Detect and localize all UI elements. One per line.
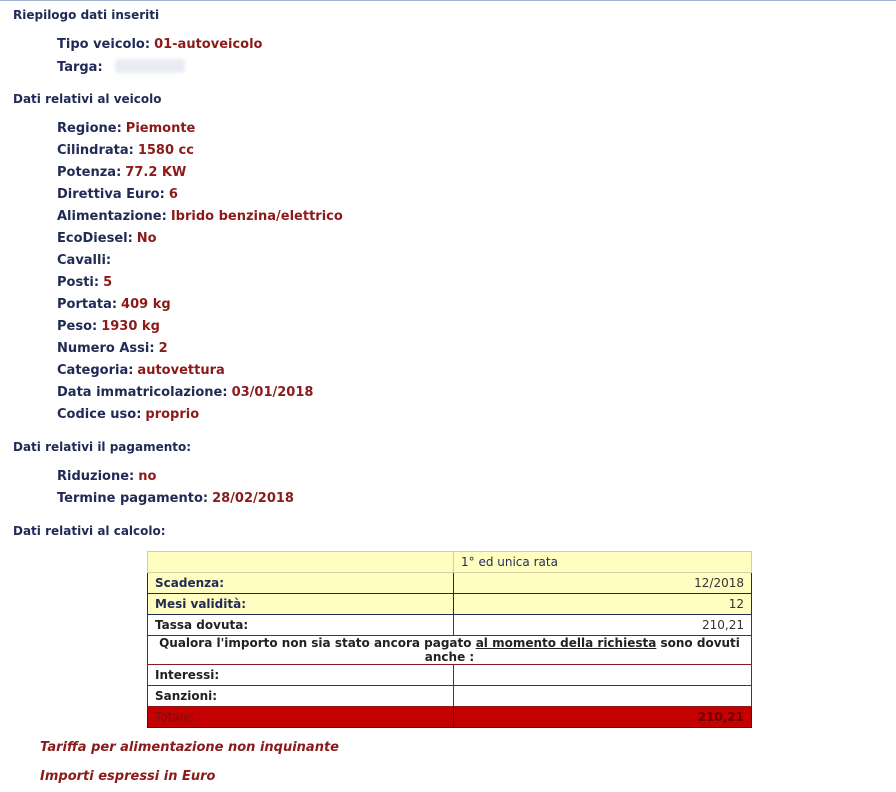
calc-row-mesi bbox=[148, 594, 752, 615]
codice-uso-value: proprio bbox=[145, 407, 200, 422]
direttiva-euro-label: Direttiva Euro: bbox=[57, 187, 165, 202]
targa-redacted bbox=[115, 59, 185, 73]
row-potenza bbox=[57, 165, 186, 180]
calc-row-note bbox=[148, 636, 752, 665]
calc-title: Dati relativi al calcolo: bbox=[13, 524, 166, 538]
alimentazione-label: Alimentazione: bbox=[57, 209, 167, 224]
numero-assi-label: Numero Assi: bbox=[57, 341, 155, 356]
peso-value: 1930 kg bbox=[101, 319, 160, 334]
summary-title: Riepilogo dati inseriti bbox=[13, 8, 160, 22]
cilindrata-value: 1580 cc bbox=[137, 143, 194, 158]
cavalli-label: Cavalli: bbox=[57, 253, 112, 268]
note-link: al momento della richiesta bbox=[475, 636, 657, 650]
mesi-value: 12 bbox=[454, 594, 752, 615]
regione-value: Piemonte bbox=[125, 121, 196, 136]
direttiva-euro-value: 6 bbox=[168, 187, 178, 202]
targa-label: Targa: bbox=[57, 60, 103, 75]
row-tipo-veicolo bbox=[57, 37, 263, 52]
tassa-value: 210,21 bbox=[454, 615, 752, 636]
totale-label: Totale: bbox=[148, 707, 454, 728]
ecodiesel-value: No bbox=[136, 231, 157, 246]
calc-header-empty bbox=[148, 552, 454, 573]
tassa-label: Tassa dovuta: bbox=[148, 615, 454, 636]
row-alimentazione bbox=[57, 209, 343, 224]
alimentazione-value: Ibrido benzina/elettrico bbox=[170, 209, 343, 224]
categoria-label: Categoria: bbox=[57, 363, 134, 378]
row-riduzione bbox=[57, 469, 156, 484]
posti-label: Posti: bbox=[57, 275, 100, 290]
calc-row-tassa bbox=[148, 615, 752, 636]
row-cilindrata bbox=[57, 143, 194, 158]
footnote-tariffa: Tariffa per alimentazione non inquinante bbox=[40, 740, 339, 755]
mesi-label: Mesi validità: bbox=[148, 594, 454, 615]
cilindrata-label: Cilindrata: bbox=[57, 143, 134, 158]
footnote-importi: Importi espressi in Euro bbox=[40, 769, 216, 784]
totale-value: 210,21 bbox=[454, 707, 752, 728]
vehicle-title: Dati relativi al veicolo bbox=[13, 92, 162, 106]
potenza-value: 77.2 KW bbox=[125, 165, 187, 180]
scadenza-label: Scadenza: bbox=[148, 573, 454, 594]
row-numero-assi bbox=[57, 341, 168, 356]
note-post: sono dovuti anche : bbox=[424, 636, 740, 664]
portata-value: 409 kg bbox=[121, 297, 171, 312]
potenza-label: Potenza: bbox=[57, 165, 122, 180]
tipo-veicolo-label: Tipo veicolo: bbox=[57, 37, 151, 52]
payment-title: Dati relativi il pagamento: bbox=[13, 440, 192, 454]
peso-label: Peso: bbox=[57, 319, 98, 334]
posti-value: 5 bbox=[103, 275, 113, 290]
portata-label: Portata: bbox=[57, 297, 118, 312]
tipo-veicolo-value: 01-autoveicolo bbox=[154, 37, 263, 52]
interessi-value bbox=[454, 665, 752, 686]
note-pre: Qualora l'importo non sia stato ancora pagato bbox=[159, 636, 476, 650]
riduzione-label: Riduzione: bbox=[57, 469, 135, 484]
row-posti bbox=[57, 275, 112, 290]
calc-header-rata: 1° ed unica rata bbox=[454, 552, 752, 573]
row-data-immatricolazione bbox=[57, 385, 313, 400]
row-ecodiesel bbox=[57, 231, 157, 246]
codice-uso-label: Codice uso: bbox=[57, 407, 142, 422]
ecodiesel-label: EcoDiesel: bbox=[57, 231, 133, 246]
calc-note bbox=[148, 636, 752, 665]
row-targa bbox=[57, 59, 185, 75]
data-immatricolazione-value: 03/01/2018 bbox=[231, 385, 314, 400]
categoria-value: autovettura bbox=[137, 363, 225, 378]
sanzioni-value bbox=[454, 686, 752, 707]
sanzioni-label: Sanzioni: bbox=[148, 686, 454, 707]
termine-pagamento-value: 28/02/2018 bbox=[212, 491, 294, 506]
row-cavalli bbox=[57, 253, 115, 268]
termine-pagamento-label: Termine pagamento: bbox=[57, 491, 209, 506]
regione-label: Regione: bbox=[57, 121, 122, 136]
row-regione bbox=[57, 121, 195, 136]
row-portata bbox=[57, 297, 171, 312]
calc-header-row bbox=[148, 552, 752, 573]
calc-row-sanzioni bbox=[148, 686, 752, 707]
scadenza-value: 12/2018 bbox=[454, 573, 752, 594]
row-direttiva-euro bbox=[57, 187, 178, 202]
numero-assi-value: 2 bbox=[158, 341, 168, 356]
riduzione-value: no bbox=[138, 469, 157, 484]
interessi-label: Interessi: bbox=[148, 665, 454, 686]
data-immatricolazione-label: Data immatricolazione: bbox=[57, 385, 228, 400]
row-categoria bbox=[57, 363, 225, 378]
row-termine-pagamento bbox=[57, 491, 294, 506]
row-peso bbox=[57, 319, 160, 334]
calc-row-interessi bbox=[148, 665, 752, 686]
calc-row-totale bbox=[148, 707, 752, 728]
calc-row-scadenza bbox=[148, 573, 752, 594]
calc-table bbox=[147, 551, 752, 728]
row-codice-uso bbox=[57, 407, 199, 422]
